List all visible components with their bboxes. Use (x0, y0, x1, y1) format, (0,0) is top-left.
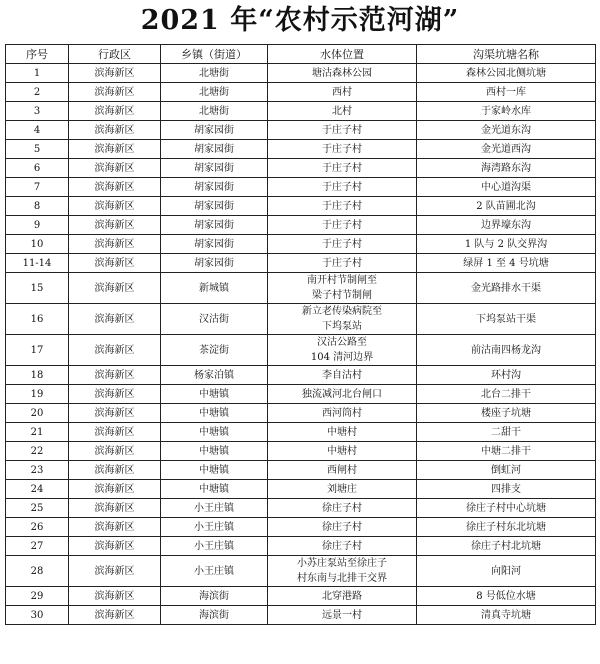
cell-location: 中塘村 (268, 442, 417, 461)
cell-district: 滨海新区 (69, 385, 161, 404)
table-row (6, 197, 596, 216)
cell-district: 滨海新区 (69, 366, 161, 385)
cell-location (268, 304, 417, 335)
cell-town: 中塘镇 (161, 442, 268, 461)
table-row (6, 442, 596, 461)
cell-name: 楼座子坑塘 (417, 404, 596, 423)
header-location: 水体位置 (268, 45, 417, 64)
cell-town: 茶淀街 (161, 335, 268, 366)
cell-town: 胡家园街 (161, 235, 268, 254)
cell-town: 胡家园街 (161, 159, 268, 178)
cell-name: 中塘二排干 (417, 442, 596, 461)
cell-district: 滨海新区 (69, 304, 161, 335)
cell-town: 中塘镇 (161, 404, 268, 423)
cell-town: 胡家园街 (161, 178, 268, 197)
cell-location: 于庄子村 (268, 197, 417, 216)
cell-name: 北台二排干 (417, 385, 596, 404)
cell-name: 金光路排水干渠 (417, 273, 596, 304)
cell-no: 19 (6, 385, 69, 404)
cell-district: 滨海新区 (69, 404, 161, 423)
cell-no: 27 (6, 537, 69, 556)
cell-location: 远景一村 (268, 606, 417, 625)
cell-location: 徐庄子村 (268, 499, 417, 518)
cell-name: 中心道沟渠 (417, 178, 596, 197)
cell-location: 北村 (268, 102, 417, 121)
cell-name: 海湾路东沟 (417, 159, 596, 178)
cell-town: 海滨街 (161, 587, 268, 606)
cell-no: 24 (6, 480, 69, 499)
cell-no: 2 (6, 83, 69, 102)
location-line: 小苏庄泵站至徐庄子 (297, 558, 387, 569)
header-town: 乡镇（街道） (161, 45, 268, 64)
cell-no: 11-14 (6, 254, 69, 273)
cell-location: 于庄子村 (268, 159, 417, 178)
cell-district: 滨海新区 (69, 518, 161, 537)
cell-no: 1 (6, 64, 69, 83)
cell-no: 3 (6, 102, 69, 121)
table-row (6, 423, 596, 442)
cell-location (268, 335, 417, 366)
table-row (6, 235, 596, 254)
cell-location: 北穿港路 (268, 587, 417, 606)
table-row (6, 518, 596, 537)
cell-district: 滨海新区 (69, 235, 161, 254)
cell-name: 清真寺坑塘 (417, 606, 596, 625)
cell-location: 于庄子村 (268, 216, 417, 235)
cell-no: 26 (6, 518, 69, 537)
table-row (6, 461, 596, 480)
cell-no: 30 (6, 606, 69, 625)
cell-name: 金光道东沟 (417, 121, 596, 140)
cell-town: 胡家园街 (161, 140, 268, 159)
cell-name: 边界壕东沟 (417, 216, 596, 235)
cell-district: 滨海新区 (69, 178, 161, 197)
table-row (6, 587, 596, 606)
cell-town: 中塘镇 (161, 461, 268, 480)
cell-town: 小王庄镇 (161, 499, 268, 518)
table-row (6, 102, 596, 121)
cell-name: 环村沟 (417, 366, 596, 385)
cell-district: 滨海新区 (69, 197, 161, 216)
table-row (6, 216, 596, 235)
table-row (6, 499, 596, 518)
cell-name: 8 号低位水塘 (417, 587, 596, 606)
cell-district: 滨海新区 (69, 64, 161, 83)
table-row (6, 537, 596, 556)
cell-no: 20 (6, 404, 69, 423)
cell-town: 汉沽街 (161, 304, 268, 335)
cell-no: 16 (6, 304, 69, 335)
table-header-row (6, 45, 596, 64)
cell-town: 北塘街 (161, 64, 268, 83)
location-line: 汉沽公路至 (317, 337, 367, 348)
cell-location: 刘塘庄 (268, 480, 417, 499)
cell-district: 滨海新区 (69, 556, 161, 587)
cell-location: 李自沽村 (268, 366, 417, 385)
cell-no: 7 (6, 178, 69, 197)
header-no: 序号 (6, 45, 69, 64)
location-line: 梁子村节制闸 (312, 290, 372, 301)
river-lake-table (5, 44, 596, 625)
cell-location: 于庄子村 (268, 121, 417, 140)
cell-name: 下坞泵站干渠 (417, 304, 596, 335)
cell-location: 于庄子村 (268, 235, 417, 254)
cell-town: 胡家园街 (161, 197, 268, 216)
cell-location: 中塘村 (268, 423, 417, 442)
cell-location: 西村 (268, 83, 417, 102)
cell-district: 滨海新区 (69, 216, 161, 235)
cell-no: 5 (6, 140, 69, 159)
cell-no: 25 (6, 499, 69, 518)
location-line: 村东南与北排干交界 (297, 573, 387, 584)
cell-name: 徐庄子村中心坑塘 (417, 499, 596, 518)
cell-town: 胡家园街 (161, 216, 268, 235)
table-row (6, 556, 596, 587)
cell-location (268, 556, 417, 587)
cell-town: 中塘镇 (161, 480, 268, 499)
cell-location: 西闸村 (268, 461, 417, 480)
cell-name: 西村一库 (417, 83, 596, 102)
table-row (6, 121, 596, 140)
location-line: 下坞泵站 (322, 321, 362, 332)
cell-name: 1 队与 2 队交界沟 (417, 235, 596, 254)
document-title: 2021 年“农村示范河湖” (140, 5, 460, 36)
location-line: 104 清河边界 (310, 352, 374, 363)
table-row (6, 606, 596, 625)
table-row (6, 254, 596, 273)
cell-district: 滨海新区 (69, 461, 161, 480)
table-row (6, 335, 596, 366)
cell-location: 于庄子村 (268, 254, 417, 273)
cell-name: 四排支 (417, 480, 596, 499)
cell-town: 北塘街 (161, 102, 268, 121)
table-row (6, 385, 596, 404)
cell-district: 滨海新区 (69, 273, 161, 304)
cell-name: 二甜干 (417, 423, 596, 442)
table-row (6, 304, 596, 335)
cell-town: 胡家园街 (161, 121, 268, 140)
cell-no: 18 (6, 366, 69, 385)
cell-town: 小王庄镇 (161, 556, 268, 587)
table-row (6, 178, 596, 197)
cell-no: 29 (6, 587, 69, 606)
cell-district: 滨海新区 (69, 442, 161, 461)
cell-district: 滨海新区 (69, 587, 161, 606)
cell-district: 滨海新区 (69, 102, 161, 121)
cell-name: 向阳河 (417, 556, 596, 587)
cell-no: 8 (6, 197, 69, 216)
cell-town: 小王庄镇 (161, 518, 268, 537)
cell-name: 森林公园北侧坑塘 (417, 64, 596, 83)
cell-district: 滨海新区 (69, 121, 161, 140)
location-line: 新立老传染病院至 (302, 306, 382, 317)
cell-name: 前沽南四杨龙沟 (417, 335, 596, 366)
table-row (6, 273, 596, 304)
cell-town: 新城镇 (161, 273, 268, 304)
cell-name: 绿屏 1 至 4 号坑塘 (417, 254, 596, 273)
cell-town: 北塘街 (161, 83, 268, 102)
cell-town: 杨家泊镇 (161, 366, 268, 385)
cell-district: 滨海新区 (69, 499, 161, 518)
cell-no: 23 (6, 461, 69, 480)
cell-location: 塘沽森林公园 (268, 64, 417, 83)
cell-name: 于家岭水库 (417, 102, 596, 121)
cell-district: 滨海新区 (69, 254, 161, 273)
cell-location: 独流减河北台闸口 (268, 385, 417, 404)
cell-district: 滨海新区 (69, 159, 161, 178)
cell-town: 海滨街 (161, 606, 268, 625)
cell-name: 徐庄子村北坑塘 (417, 537, 596, 556)
header-name: 沟渠坑塘名称 (417, 45, 596, 64)
cell-no: 10 (6, 235, 69, 254)
location-line: 南开村节制闸至 (307, 275, 377, 286)
cell-district: 滨海新区 (69, 83, 161, 102)
cell-town: 小王庄镇 (161, 537, 268, 556)
cell-town: 中塘镇 (161, 423, 268, 442)
cell-district: 滨海新区 (69, 423, 161, 442)
table-body (6, 64, 596, 625)
table-row (6, 480, 596, 499)
cell-district: 滨海新区 (69, 606, 161, 625)
cell-no: 15 (6, 273, 69, 304)
cell-no: 9 (6, 216, 69, 235)
cell-district: 滨海新区 (69, 140, 161, 159)
cell-name: 金光道西沟 (417, 140, 596, 159)
cell-town: 中塘镇 (161, 385, 268, 404)
cell-district: 滨海新区 (69, 480, 161, 499)
cell-district: 滨海新区 (69, 335, 161, 366)
cell-no: 28 (6, 556, 69, 587)
cell-no: 22 (6, 442, 69, 461)
cell-location: 徐庄子村 (268, 518, 417, 537)
cell-location (268, 273, 417, 304)
cell-location: 徐庄子村 (268, 537, 417, 556)
cell-no: 6 (6, 159, 69, 178)
table-row (6, 404, 596, 423)
cell-name: 徐庄子村东北坑塘 (417, 518, 596, 537)
cell-name: 2 队苗圃北沟 (417, 197, 596, 216)
cell-no: 21 (6, 423, 69, 442)
cell-no: 4 (6, 121, 69, 140)
cell-location: 于庄子村 (268, 178, 417, 197)
cell-name: 倒虹河 (417, 461, 596, 480)
table-row (6, 366, 596, 385)
cell-town: 胡家园街 (161, 254, 268, 273)
cell-location: 西河筒村 (268, 404, 417, 423)
table-row (6, 83, 596, 102)
header-district: 行政区 (69, 45, 161, 64)
table-row (6, 140, 596, 159)
cell-district: 滨海新区 (69, 537, 161, 556)
table-row (6, 64, 596, 83)
table-row (6, 159, 596, 178)
cell-location: 于庄子村 (268, 140, 417, 159)
cell-no: 17 (6, 335, 69, 366)
